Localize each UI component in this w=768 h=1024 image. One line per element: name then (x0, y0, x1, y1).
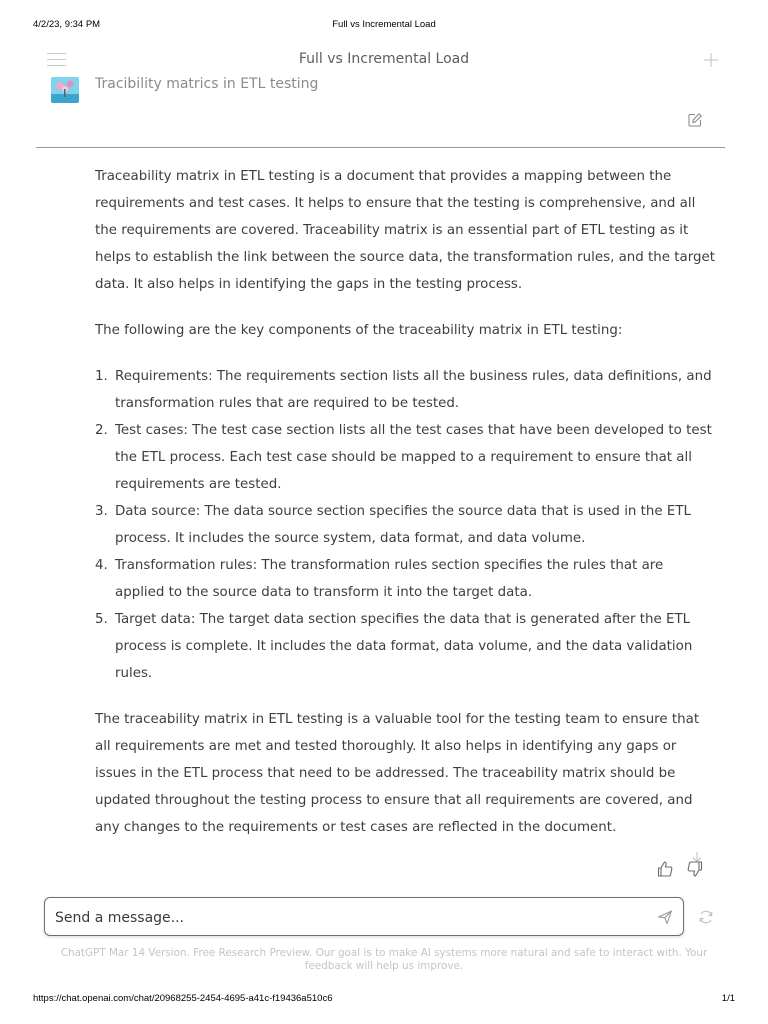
list-item-text: Target data: The target data section specifies the data that is generated after the ETL process is complete. It includes the data format, data volume, and the data validation rules. (115, 612, 693, 681)
assistant-answer (95, 163, 715, 841)
answer-intro: Traceability matrix in ETL testing is a document that provides a mapping between the requirements and test cases. It helps to ensure that the testing is comprehensive, and all the requirements are covered. Traceability matrix is an essential part of ETL testing as it helps to establish the link between the source data, the transformation rules, and the target data. It also helps in identifying the gaps in the testing process. (95, 169, 715, 292)
list-item (95, 606, 715, 687)
print-title: Full vs Incremental Load (332, 19, 436, 30)
regenerate-icon[interactable] (698, 909, 714, 925)
user-avatar (51, 77, 79, 103)
answer-lead: The following are the key components of the traceability matrix in ETL testing: (95, 323, 623, 338)
list-item (95, 417, 715, 498)
message-composer (44, 897, 684, 936)
answer-conclusion: The traceability matrix in ETL testing is a valuable tool for the testing team to ensure that all requirements are met and tested thoroughly. It also helps in identifying any gaps or issues in the ETL process that need to be addressed. The traceability matrix should be updated throughout the testing process to ensure that all requirements are covered, and any changes to the requirements or test cases are reflected in the document. (95, 712, 700, 835)
list-item (95, 363, 715, 417)
disclaimer-text: ChatGPT Mar 14 Version. Free Research Preview. Our goal is to make AI systems more natural and safe to interact with. Your feedback will help us improve. (60, 947, 708, 972)
send-icon[interactable] (657, 909, 673, 925)
list-item (95, 552, 715, 606)
list-item-number: 4. (95, 558, 108, 573)
print-page-number: 1/1 (721, 993, 735, 1004)
thumbs-up-icon[interactable] (656, 860, 674, 878)
arrow-down-icon[interactable] (690, 848, 704, 860)
components-list (95, 363, 715, 687)
list-item-number: 2. (95, 423, 108, 438)
list-item-text: Transformation rules: The transformation rules section specifies the rules that are applied to the source data to transform it into the target data. (115, 558, 664, 600)
divider (36, 147, 725, 148)
user-message: Tracibility matrics in ETL testing (95, 76, 319, 91)
edit-icon[interactable] (687, 112, 703, 128)
thumbs-down-icon[interactable] (686, 860, 704, 878)
plus-icon[interactable] (703, 52, 719, 68)
print-date: 4/2/23, 9:34 PM (33, 19, 101, 30)
list-item-number: 1. (95, 369, 108, 384)
print-url: https://chat.openai.com/chat/20968255-2454-4695-a41c-f19436a510c6 (33, 993, 333, 1004)
list-item-text: Data source: The data source section specifies the source data that is used in the ETL process. It includes the source system, data format, and data volume. (115, 504, 691, 546)
list-item-number: 5. (95, 612, 108, 627)
message-input[interactable] (53, 906, 637, 930)
list-item-text: Requirements: The requirements section lists all the business rules, data definitions, and transformation rules that are required to be tested. (115, 369, 712, 411)
list-item-number: 3. (95, 504, 108, 519)
page-title: Full vs Incremental Load (298, 51, 470, 67)
list-item-text: Test cases: The test case section lists all the test cases that have been developed to test the ETL process. Each test case should be mapped to a requirement to ensure that all requirements are tested. (115, 423, 712, 492)
list-item (95, 498, 715, 552)
